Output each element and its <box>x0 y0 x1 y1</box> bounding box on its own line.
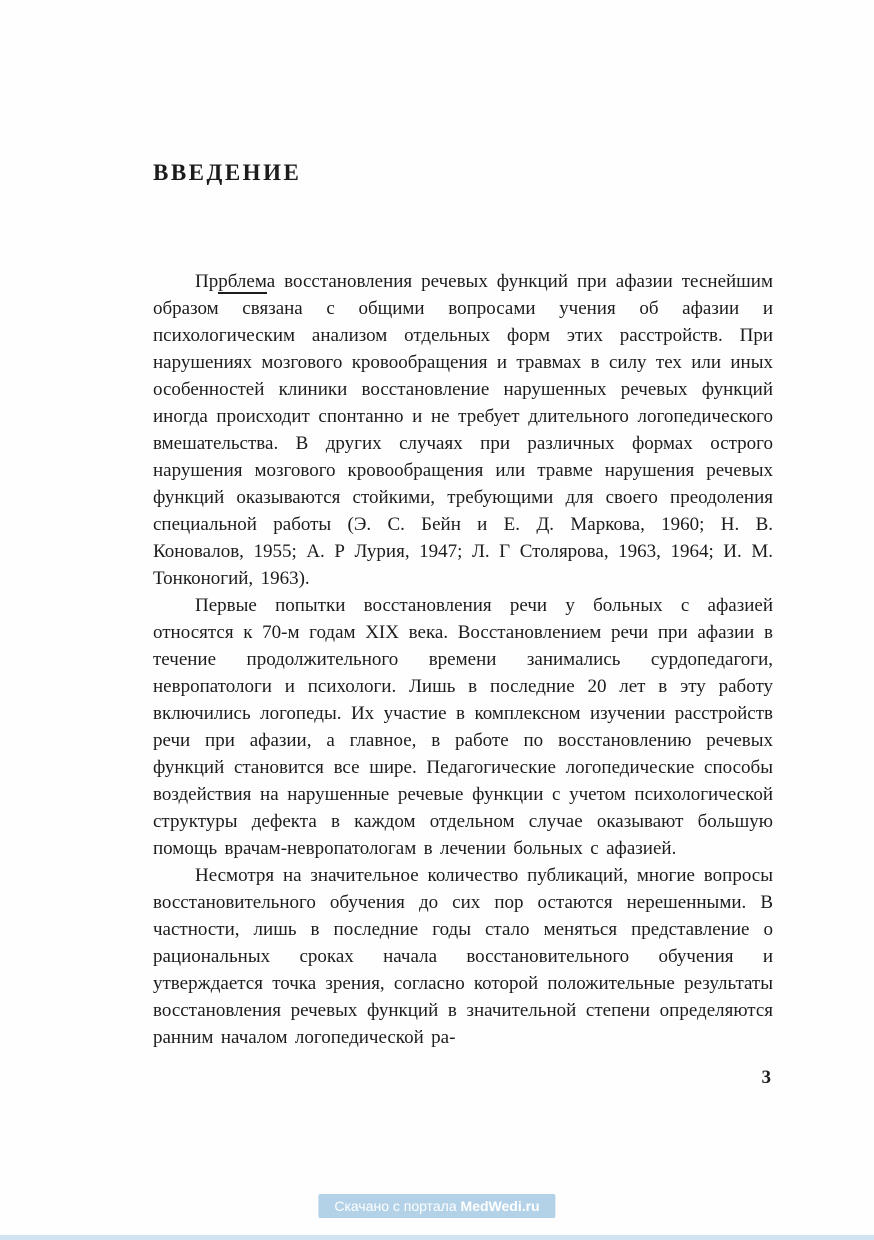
watermark <box>318 1194 555 1218</box>
page-title: ВВЕДЕНИЕ <box>153 160 302 185</box>
first-word-suffix: а <box>266 271 276 292</box>
paragraph <box>153 862 773 1051</box>
text-block <box>153 160 773 1089</box>
paragraph-text: восстановления речевых функций при афазии теснейшим образом связана с общими вопросами учения об афазии и психологическим анализом отдельных форм этих расстройств. При нарушениях мозгового кровообращения и травмах в силу тех или иных особенностей клиники восстановление нарушенных речевых функций иногда происходит спонтанно и не требует длительного логопедического вмешательства. В других случаях при различных формах острого нарушения мозгового кровообращения или травме нарушения речевых функций оказываются стойкими, требующими для своего преодоления специальной работы (Э. С. Бейн и Е. Д. Маркова, 1960; Н. В. Коновалов, 1955; А. Р Лурия, 1947; Л. Г Столярова, 1963, 1964; И. М. Тонконогий, 1963). <box>153 271 773 589</box>
paragraph <box>153 268 773 592</box>
first-word-underlined: рблем <box>218 271 267 292</box>
first-word-prefix: Пр <box>195 271 219 292</box>
watermark-text: Скачано с портала <box>334 1198 461 1214</box>
scan-bottom-edge <box>0 1235 874 1240</box>
paragraph-text: Первые попытки восстановления речи у больных с афазией относятся к 70-м годам XIX века. Восстановлением речи при афазии в течение продолжительного времени занимались сурдопедагоги, невропатологи и психологи. Лишь в последние 20 лет в эту работу включились логопеды. Их участие в комплексном изучении расстройств речи при афазии, а главное, в работе по восстановлению речевых функций становится все шире. Педагогические логопедические способы воздействия на нарушенные речевые функции с учетом психологической структуры дефекта в каждом отдельном случае оказывают большую помощь врачам-невропатологам в лечении больных с афазией. <box>153 595 773 859</box>
watermark-brand: MedWedi.ru <box>460 1198 540 1214</box>
page-number: 3 <box>761 1067 771 1088</box>
body-text <box>153 268 773 1051</box>
paragraph-text: Несмотря на значительное количество публикаций, многие вопросы восстановительного обучения до сих пор остаются нерешенными. В частности, лишь в последние годы стало меняться представление о рациональных сроках начала восстановительного обучения и утверждается точка зрения, согласно которой положительные результаты восстановления речевых функций в значительной степени определяются ранним началом логопедической ра- <box>153 865 773 1048</box>
paragraph <box>153 592 773 862</box>
